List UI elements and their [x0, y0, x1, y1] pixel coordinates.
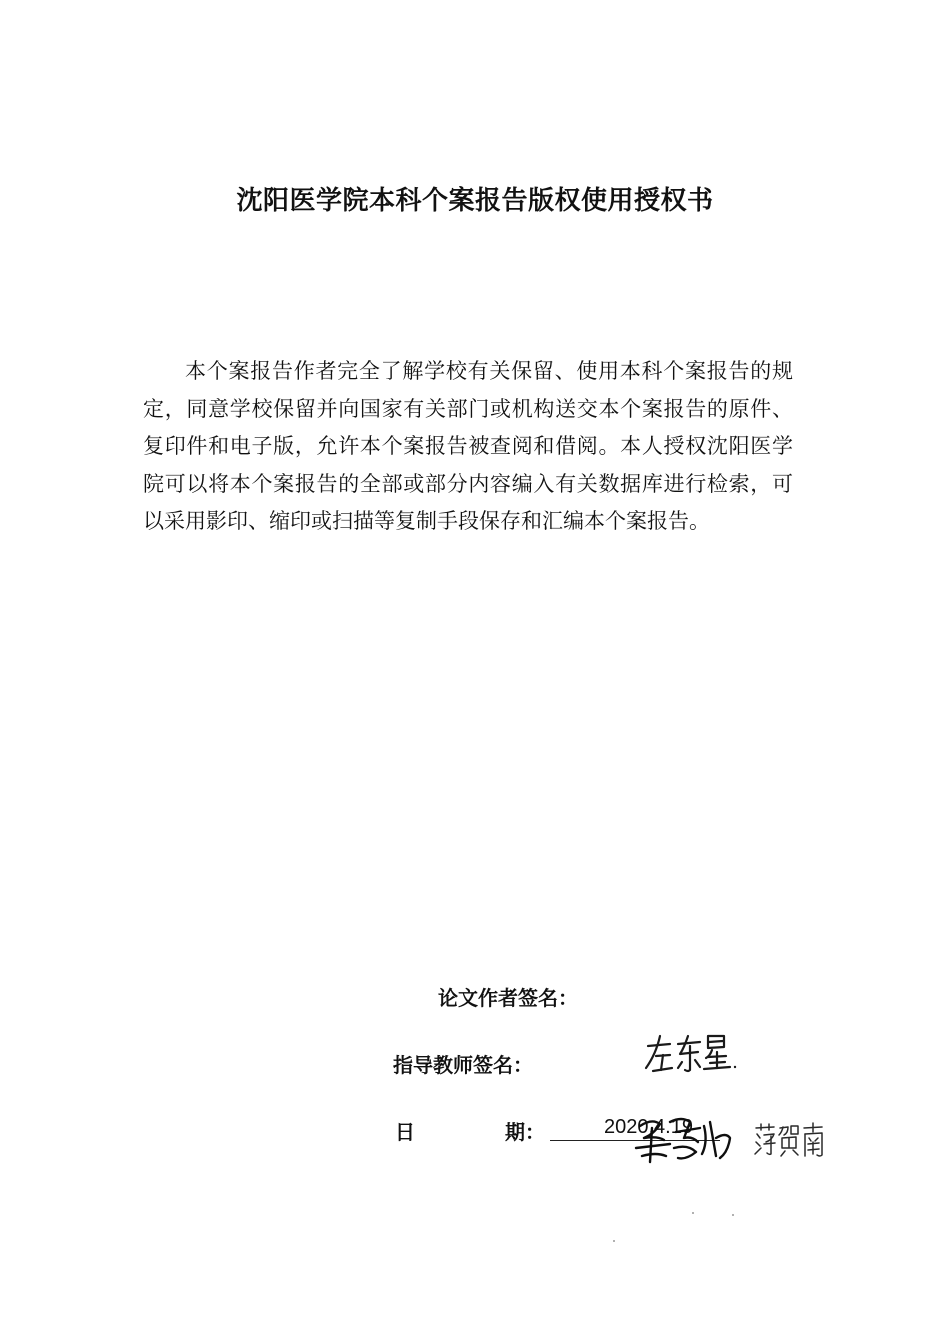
- scan-speck: [732, 1214, 734, 1216]
- authorization-body: 本个案报告作者完全了解学校有关保留、使用本科个案报告的规定，同意学校保留并向国家有关部门或机构送交本个案报告的原件、复印件和电子版，允许本个案报告被查阅和借阅。本人授权沈阳医学院可以将本个案报告的全部或部分内容编入有关数据库进行检索，可以采用影印、缩印或扫描等复制手段保存和汇编本个案报告。: [143, 359, 793, 533]
- teacher-handwritten-signature: [640, 1030, 740, 1080]
- date-value: 2020.4.19: [604, 1116, 693, 1138]
- scan-speck: [613, 1240, 615, 1242]
- date-label-first-char: 日: [395, 1120, 415, 1144]
- document-title: 沈阳医学院本科个案报告版权使用授权书: [236, 186, 714, 216]
- teacher-signature-label: 指导教师签名：: [393, 1053, 533, 1077]
- scan-speck: [692, 1212, 694, 1214]
- author-handwritten-signature: [630, 1108, 740, 1170]
- third-handwritten-signature: [752, 1120, 827, 1160]
- author-signature-label: 论文作者签名：: [438, 986, 578, 1010]
- date-label-second-part: 期：: [505, 1120, 545, 1144]
